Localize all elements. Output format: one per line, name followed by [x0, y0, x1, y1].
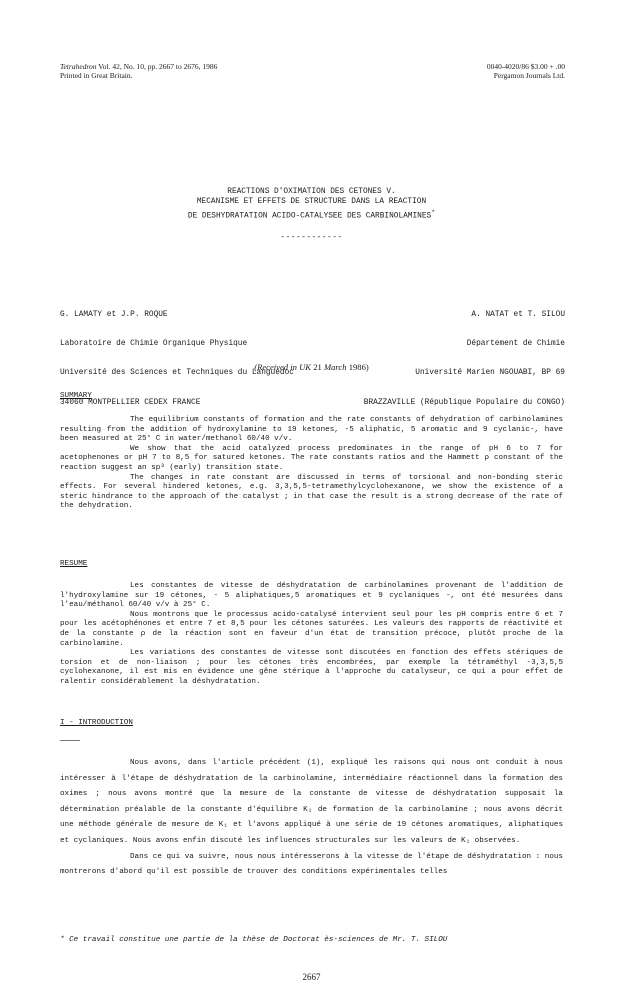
title-line-2: MECANISME ET EFFETS DE STRUCTURE DANS LA REACTION: [196, 197, 427, 206]
footnote: * Ce travail constitue une partie de la thèse de Doctorat ès-sciences de Mr. T. SILOU: [60, 936, 448, 944]
title-separator: ------------: [280, 234, 343, 242]
summary-paragraph: The changes in rate constant are discussed in terms of torsional and non-bonding steric effects. For several hindered ketones, e.g. 3,3,5,5-tetramethylcyclohexanone, we show the existence of a steric hindrance to the approach of the catalyst ; in that case the result is a strong decrease of the rate of the dehydration.: [60, 473, 563, 511]
title-footnote-mark: *: [431, 208, 436, 216]
resume-paragraph: Les variations des constantes de vitesse sont discutées en fonction des effets stériques de torsion et de non-liaison ; pour les cétones très encombrées, par exemple la tétraméthyl -3,3,5,5 cyclohexanone, il est mis en évidence une gêne stérique à l'approche du catalyseur, ce qui a pour effet de ralentir considérablement la déshydratation.: [60, 649, 563, 686]
introduction-paragraph: Dans ce qui va suivre, nous nous intéresserons à la vitesse de l'étape de déshydratation : nous montrerons d'abord qu'il est possible de trouver des conditions expérimentales telles: [60, 852, 563, 877]
affiliation-univ-right: Université Marien NGOUABI, BP 69: [415, 369, 565, 378]
title-line-3: DE DESHYDRATATION ACIDO-CATALYSEE DES CARBINOLAMINES: [187, 212, 432, 221]
summary-body: [60, 416, 563, 512]
summary-paragraph: We show that the acid catalyzed process predominates in the range of pH 6 to 7 for acetophenones or pH 7 to 8,5 for satured ketones. The rate constants ratios and the Hammett ρ constant of the reaction suggest an sp³ (early) transition state.: [60, 444, 563, 472]
introduction-paragraph: Nous avons, dans l'article précédent (1), expliqué les raisons qui nous ont conduit à nous intéresser à l'étape de déshydratation de la carbinolamine, intermédiaire réactionnel dans la formation des oximes ; nous avons montré que la mesure de la constante de vitesse de déshydratation supposait la détermination préalable de la constante d'équilibre K₁ de formation de la carbinolamine ; nous avons décrit une méthode générale de mesure de K₁ et l'avons appliqué à une série de 19 cétones aromatiques, aliphatiques et cyclaniques. Nous avons enfin discuté les influences structurales sur les valeurs de K₁ observées.: [60, 759, 563, 845]
resume-body: [60, 582, 563, 688]
issn-code: 0040-4020/86 $3.00 + .00: [486, 62, 565, 71]
authors-left: [60, 291, 294, 418]
summary-heading: SUMMARY: [60, 392, 92, 400]
authors-right: [364, 291, 565, 418]
received-prefix: (Received in: [254, 362, 297, 372]
author-names-right: A. NATAT et T. SILOU: [471, 310, 565, 319]
journal-citation: [60, 62, 217, 80]
title-line-1: REACTIONS D'OXIMATION DES CETONES V.: [227, 188, 396, 196]
received-country: UK: [299, 362, 312, 372]
author-names-left: G. LAMATY et J.P. ROQUE: [60, 310, 168, 319]
resume-paragraph: Nous montrons que le processus acido-catalysé intervient seul pour les pH compris entre 6 et 7 pour les acétophénones et entre 7 et 8,5 pour les cétones saturées. Les valeurs des rapports de réactivité et de la constante ρ de la réaction sont en faveur d'un état de transition précoce, plutôt proche de la carbinolamine.: [60, 610, 563, 648]
resume-heading: RESUME: [60, 560, 88, 568]
affiliation-lab-left: Laboratoire de Chimie Organique Physique: [60, 339, 248, 348]
affiliation-address-left: 34060 MONTPELLIER CEDEX FRANCE: [60, 398, 201, 407]
summary-paragraph: The equilibrium constants of formation and the rate constants of dehydration of carbinolamines resulting from the addition of hydroxylamine to 19 ketones, -5 aliphatic, 5 aromatic and 9 cyclanic-, have been measured at 25° C in water/methanol 60/40 v/v.: [60, 416, 563, 444]
received-date: [0, 362, 623, 372]
publisher-name: Pergamon Journals Ltd.: [493, 71, 565, 80]
publisher-block: [487, 62, 565, 80]
introduction-heading: I - INTRODUCTION: [60, 719, 133, 727]
resume-paragraph: Les constantes de vitesse de déshydratation de carbinolamines provenant de l'addition de l'hydroxylamine sur 19 cétones, - 5 aliphatiques,5 aromatiques et 9 cyclaniques -, ont été mesurées dans l'eau/méthanol 60/40 v/v à 25° C.: [60, 582, 563, 610]
affiliation-dept-right: Département de Chimie: [466, 339, 565, 348]
received-day: 21: [313, 362, 322, 372]
journal-name: Tetrahedron: [60, 62, 97, 71]
received-month: March: [323, 362, 347, 372]
affiliation-address-right: BRAZZAVILLE (République Populaire du CONGO): [363, 398, 565, 407]
page-number: 2667: [302, 972, 321, 982]
introduction-body: [60, 756, 563, 881]
section-divider: [60, 740, 80, 741]
citation-details: Vol. 42, No. 10, pp. 2667 to 2676, 1986: [98, 62, 218, 71]
article-title: [0, 188, 623, 222]
received-year: 1986): [348, 362, 369, 372]
printed-note: Printed in Great Britain.: [60, 71, 133, 80]
affiliation-univ-left: Université des Sciences et Techniques du Languedoc: [60, 369, 294, 378]
